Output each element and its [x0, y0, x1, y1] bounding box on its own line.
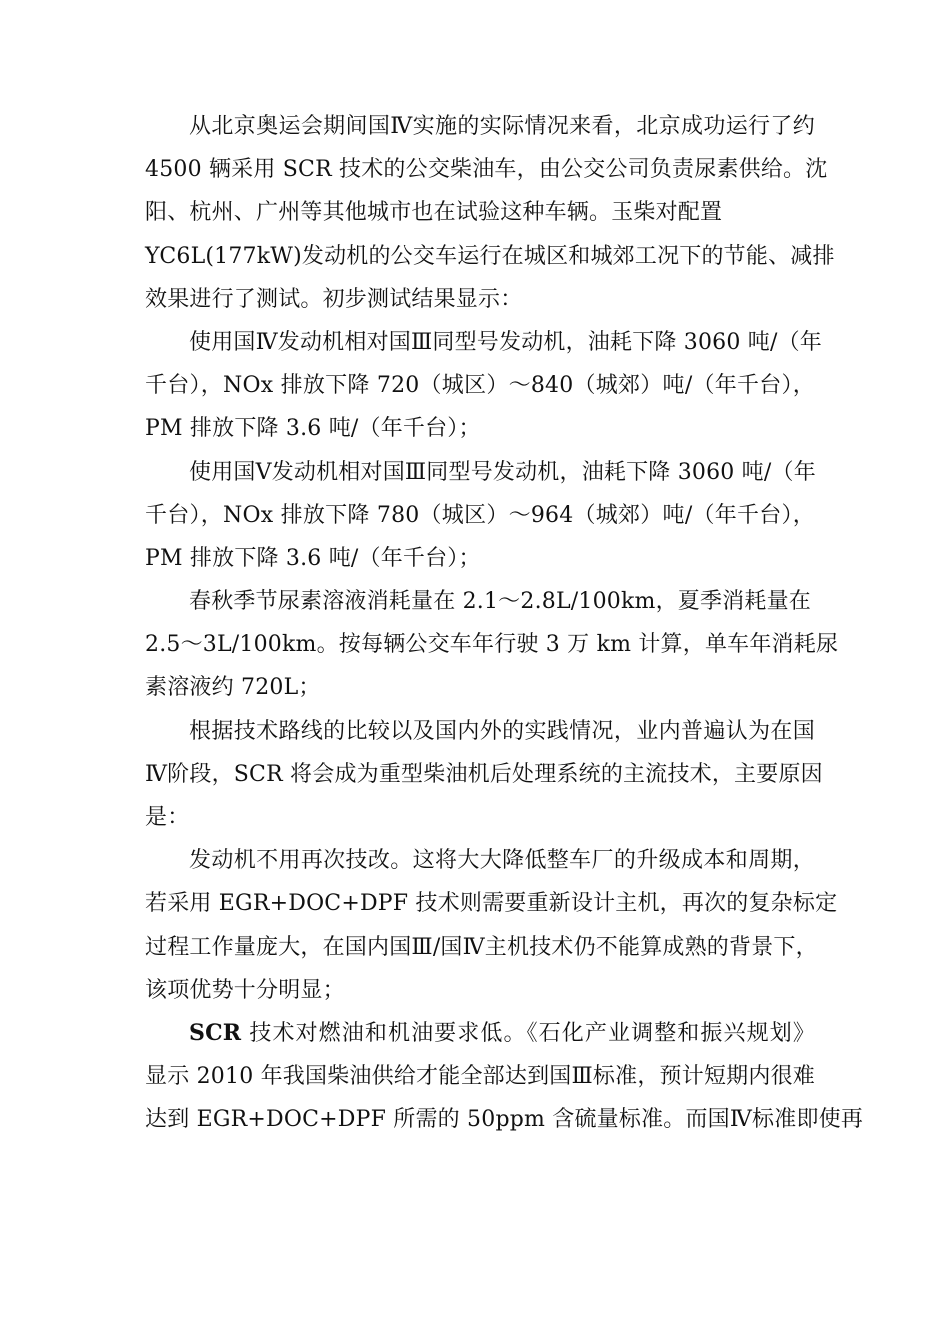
text-line: PM 排放下降 3.6 吨/（年千台）； — [145, 416, 481, 442]
paragraph — [145, 321, 822, 451]
text-line — [145, 1012, 815, 1055]
paragraph — [145, 1012, 864, 1142]
text-line: 千台），NOx 排放下降 720（城区）～840（城郊）吨/（年千台）， — [145, 373, 815, 399]
text-line: 素溶液约 720L； — [145, 675, 321, 701]
paragraph — [145, 580, 839, 710]
paragraph — [145, 451, 815, 581]
text-line: 阳、杭州、广州等其他城市也在试验这种车辆。玉柴对配置 — [145, 200, 723, 226]
text-line: 使用国Ⅳ发动机相对国Ⅲ同型号发动机，油耗下降 3060 吨/（年 — [189, 329, 822, 355]
paragraph — [145, 105, 835, 321]
text-line: 达到 EGR+DOC+DPF 所需的 50ppm 含硫量标准。而国Ⅳ标准即使再 — [145, 1107, 864, 1133]
text-line: 千台），NOx 排放下降 780（城区）～964（城郊）吨/（年千台）， — [145, 502, 815, 528]
body-text — [145, 105, 864, 1142]
paragraph — [145, 839, 838, 1012]
text-line: 显示 2010 年我国柴油供给才能全部达到国Ⅲ标准，预计短期内很难 — [145, 1064, 815, 1090]
text-line: YC6L(177kW)发动机的公交车运行在城区和城郊工况下的节能、减排 — [145, 243, 835, 269]
text-line: 发动机不用再次技改。这将大大降低整车厂的升级成本和周期， — [189, 848, 815, 874]
text-line: 该项优势十分明显； — [145, 977, 345, 1003]
text-line: 若采用 EGR+DOC+DPF 技术则需要重新设计主机，再次的复杂标定 — [145, 891, 838, 917]
text-line: 4500 辆采用 SCR 技术的公交柴油车，由公交公司负责尿素供给。沈 — [145, 157, 828, 183]
text-line: 是： — [145, 805, 190, 830]
text-line: Ⅳ阶段，SCR 将会成为重型柴油机后处理系统的主流技术，主要原因 — [145, 761, 823, 787]
text-line: 从北京奥运会期间国Ⅳ实施的实际情况来看，北京成功运行了约 — [189, 114, 815, 139]
paragraph — [145, 710, 823, 840]
text-line: 2.5～3L/100km。按每辆公交车年行驶 3 万 km 计算，单车年消耗尿 — [145, 632, 839, 658]
text-line-rest: 技术对燃油和机油要求低。《石化产业调整和振兴规划》 — [241, 1020, 815, 1046]
text-line: 春秋季节尿素溶液消耗量在 2.1～2.8L/100km，夏季消耗量在 — [189, 589, 811, 615]
text-line: 过程工作量庞大，在国内国Ⅲ/国Ⅳ主机技术仍不能算成熟的背景下， — [145, 934, 818, 960]
bold-term: SCR — [189, 1019, 242, 1046]
text-line: PM 排放下降 3.6 吨/（年千台）； — [145, 545, 481, 571]
text-line: 根据技术路线的比较以及国内外的实践情况，业内普遍认为在国 — [189, 718, 815, 744]
text-line: 效果进行了测试。初步测试结果显示： — [145, 286, 523, 312]
text-line: 使用国Ⅴ发动机相对国Ⅲ同型号发动机，油耗下降 3060 吨/（年 — [189, 459, 816, 485]
